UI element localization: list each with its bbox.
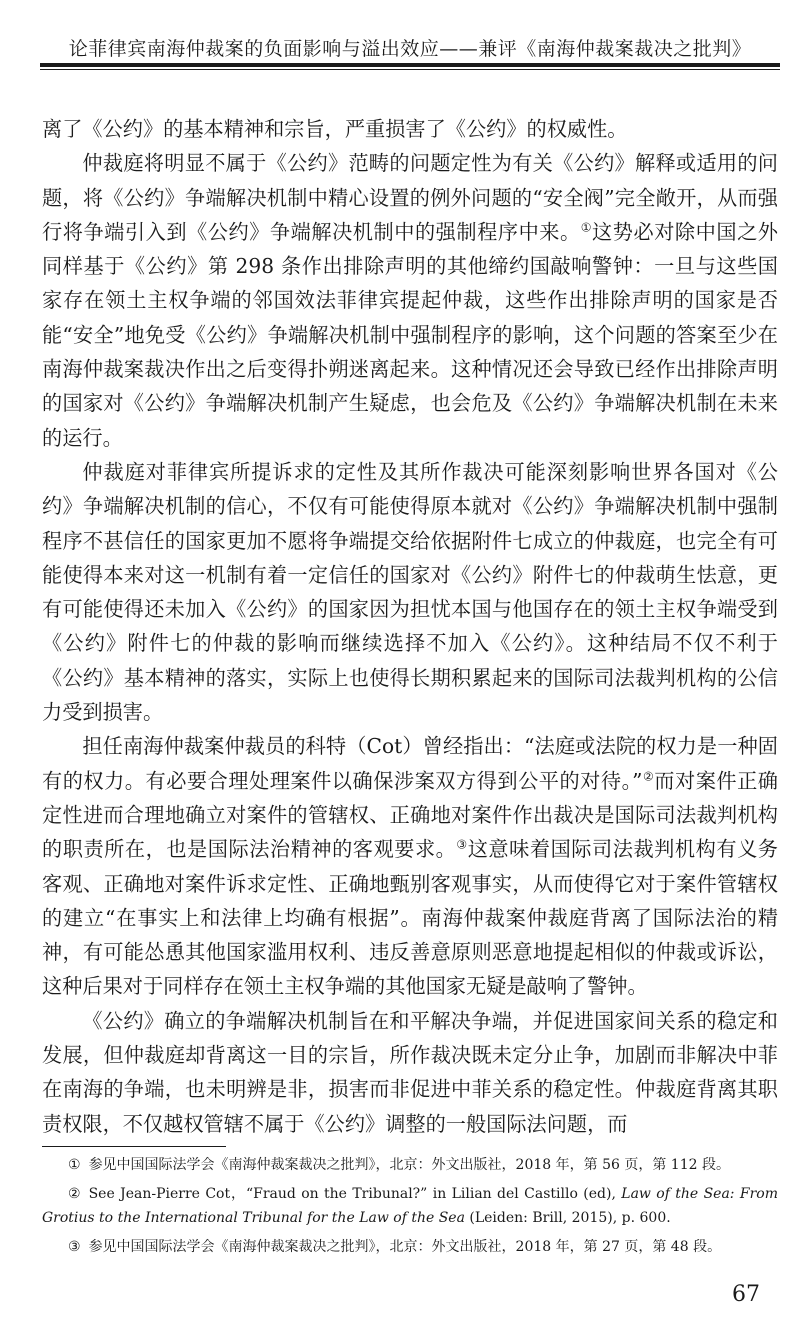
paragraph-3: 仲裁庭对菲律宾所提诉求的定性及其所作裁决可能深刻影响世界各国对《公约》争端解决机制的信心，不仅有可能使得原本就对《公约》争端解决机制中强制程序不甚信任的国家更加不愿将争端提交给依据附件七成立的仲裁庭，也完全有可能使得本来对这一机制有着一定信任的国家对《公约》附件七的仲裁萌生怯意，更有可能使得还未加入《公约》的国家因为担忧本国与他国存在的领土主权争端受到《公约》附件七的仲裁的影响而继续选择不加入《公约》。这种结局不仅不利于《公约》基本精神的落实，实际上也使得长期积累起来的国际司法裁判机构的公信力受到损害。: [42, 459, 778, 725]
body-text: [42, 112, 778, 1141]
footnote-ref-1[interactable]: ①: [580, 220, 593, 235]
footnote-3: [42, 1235, 778, 1260]
paragraph-4-text-b: 而对案件正确定性进而合理地确立对案件的管辖权、正确地对案件作出裁决是国际司法裁判机构的职责所在，也是国际法治精神的客观要求。: [42, 768, 778, 862]
footnote-mark-1: ①: [68, 1157, 81, 1173]
paragraph-1: 离了《公约》的基本精神和宗旨，严重损害了《公约》的权威性。: [42, 117, 628, 141]
paragraph-4-text-c: 这意味着国际司法裁判机构有义务客观、正确地对案件诉求定性、正确地甄别客观事实，从而使得它对于案件管辖权的建立“在事实上和法律上均确有根据”。南海仲裁案仲裁庭背离了国际法治的精神，有可能怂恿其他国家滥用权利、违反善意原则恶意地提起相似的仲裁或诉讼，这种后果对于同样存在领土主权争端的其他国家无疑是敲响了警钟。: [42, 837, 778, 999]
paragraph-4-text-a: 担任南海仲裁案仲裁员的科特（Cot）曾经指出：“法庭或法院的权力是一种固有的权力。有必要合理处理案件以确保涉案双方得到公平的对待。”: [42, 734, 778, 793]
footnote-book-title: Law of the Sea: From Grotius to the International Tribunal for the Law of the Sea: [42, 1185, 779, 1226]
page-number: 67: [732, 1282, 760, 1307]
footnote-text-2a: See Jean-Pierre Cot，“Fraud on the Tribunal?” in Lilian del Castillo (ed),: [88, 1185, 622, 1202]
footnote-mark-2: ②: [68, 1185, 81, 1202]
paragraph-2-text-a: 仲裁庭将明显不属于《公约》范畴的问题定性为有关《公约》解释或适用的问题，将《公约》争端解决机制中精心设置的例外问题的“安全阀”完全敞开，从而强行将争端引入到《公约》争端解决机制中的强制程序中来。: [42, 151, 778, 244]
paragraph-4: [42, 729, 778, 1003]
footnotes: [42, 1153, 778, 1263]
running-header: 论菲律宾南海仲裁案的负面影响与溢出效应——兼评《南海仲裁案裁决之批判》: [68, 38, 752, 60]
footnote-ref-3[interactable]: ③: [456, 837, 468, 852]
paragraph-2-text-b: 这势必对除中国之外同样基于《公约》第 298 条作出排除声明的其他缔约国敲响警钟：一旦与这些国家存在领土主权争端的邻国效法菲律宾提起仲裁，这些作出排除声明的国家是否能“安全”地免受《公约》争端解决机制中强制程序的影响，这个问题的答案至少在南海仲裁案裁决作出之后变得扑朔迷离起来。这种情况还会导致已经作出排除声明的国家对《公约》争端解决机制产生疑虑，也会危及《公约》争端解决机制在未来的运行。: [42, 219, 778, 450]
footnote-2: [42, 1182, 778, 1231]
header-rule-thin: [40, 69, 780, 70]
footnote-separator: [42, 1146, 226, 1147]
header-rule-thick: [40, 63, 780, 67]
footnote-text-2b: (Leiden: Brill, 2015), p. 600.: [464, 1210, 671, 1226]
footnote-text-1: 参见中国国际法学会《南海仲裁案裁决之批判》，北京：外文出版社，2018 年，第 56 页，第 112 段。: [88, 1157, 730, 1173]
footnote-text-3: 参见中国国际法学会《南海仲裁案裁决之批判》，北京：外文出版社，2018 年，第 27 页，第 48 段。: [88, 1238, 722, 1255]
paragraph-5: 《公约》确立的争端解决机制旨在和平解决争端，并促进国家间关系的稳定和发展，但仲裁庭却背离这一目的宗旨，所作裁决既未定分止争，加剧而非解决中菲在南海的争端，也未明辨是非，损害而非促进中菲关系的稳定性。仲裁庭背离其职责权限，不仅越权管辖不属于《公约》调整的一般国际法问题，而: [42, 1008, 778, 1136]
footnote-ref-2[interactable]: ②: [642, 768, 655, 783]
footnote-1: [42, 1153, 778, 1178]
paragraph-2: [42, 146, 778, 455]
footnote-mark-3: ③: [68, 1238, 81, 1255]
